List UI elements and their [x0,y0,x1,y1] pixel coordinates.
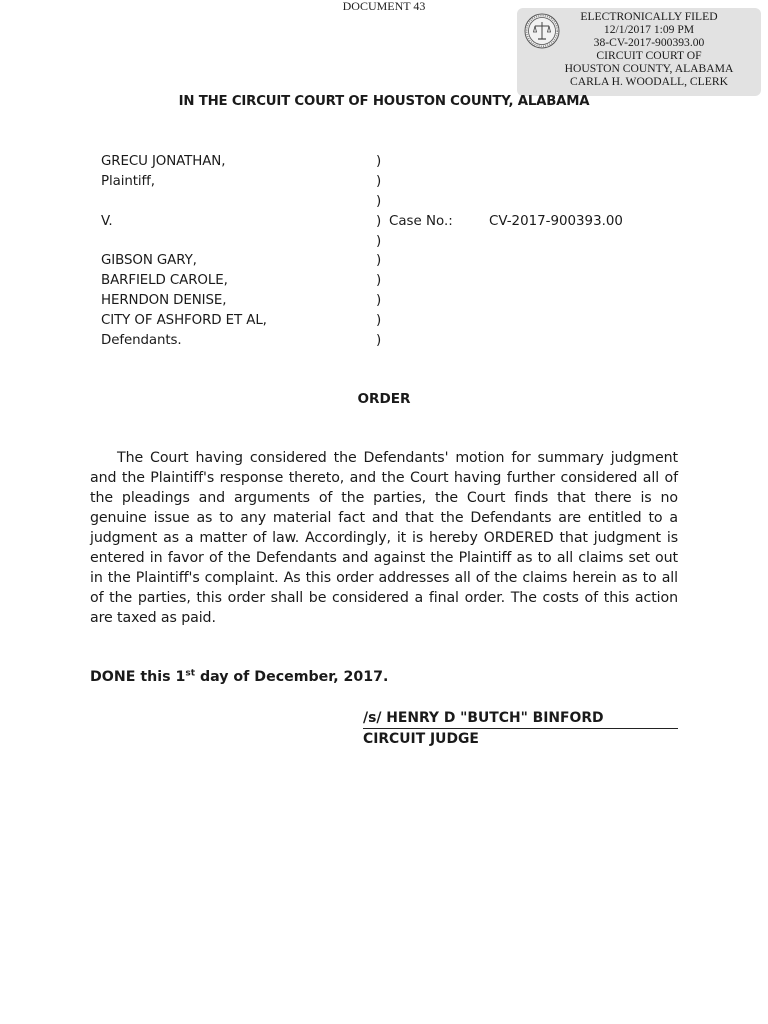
caption-paren: ) [376,154,382,169]
defendant-name: HERNDON DENISE, [101,293,227,309]
caption-paren: ) [376,253,382,269]
caption-paren: ) [376,213,382,229]
done-suffix: day of December, 2017. [195,669,389,685]
caption-paren: ) [376,313,382,329]
ordinal-suffix: st [185,668,196,679]
judge-signature: /s/ HENRY D "BUTCH" BINFORD [363,709,678,729]
caption-paren: ) [376,333,382,349]
done-prefix: DONE this 1 [90,669,186,685]
caption-paren: ) [376,293,382,309]
stamp-line: 38-CV-2017-900393.00 [593,35,705,49]
stamp-line: CARLA H. WOODALL, CLERK [570,74,728,88]
case-number: CV-2017-900393.00 [489,213,623,229]
stamp-line: ELECTRONICALLY FILED [580,10,718,23]
caption-paren: ) [376,173,382,189]
order-body-paragraph: The Court having considered the Defendants' motion for summary judgment and the Plaintiff's response thereto, and the Court having further considered all of the pleadings and arguments of the parties, the Court finds that there is no genuine issue as to any material fact and that the Defendants are entitled to a judgment as a matter of law. Accordingly, it is hereby ORDERED that judgment is entered in favor of the Defendants and against the Plaintiff as to all claims set out in the Plaintiff's complaint. As this order addresses all of the claims herein as to all of the parties, this order shall be considered a final order. The costs of this action are taxed as paid. [90,450,678,626]
caption-paren: ) [376,233,382,249]
plaintiff-name: GRECU JONATHAN, [101,154,226,169]
defendant-name: GIBSON GARY, [101,253,197,269]
case-number-label: Case No.: [389,213,453,229]
defendant-role: Defendants. [101,333,182,349]
order-heading: ORDER [357,391,411,407]
done-date-line [90,669,388,685]
court-title: IN THE CIRCUIT COURT OF HOUSTON COUNTY, ALABAMA [178,94,590,109]
electronic-filing-stamp [517,8,761,96]
stamp-text [537,11,761,88]
plaintiff-role: Plaintiff, [101,173,155,189]
caption-paren: ) [376,193,382,209]
stamp-line: HOUSTON COUNTY, ALABAMA [564,61,734,75]
stamp-line: 12/1/2017 1:09 PM [603,22,695,36]
judge-title: CIRCUIT JUDGE [363,731,479,747]
stamp-line: CIRCUIT COURT OF [596,48,702,62]
defendant-name: CITY OF ASHFORD ET AL, [101,313,267,329]
versus-label: V. [101,213,113,229]
signature-block [363,709,678,750]
defendant-name: BARFIELD CAROLE, [101,273,228,289]
document-number: DOCUMENT 43 [342,0,426,13]
caption-paren: ) [376,273,382,289]
